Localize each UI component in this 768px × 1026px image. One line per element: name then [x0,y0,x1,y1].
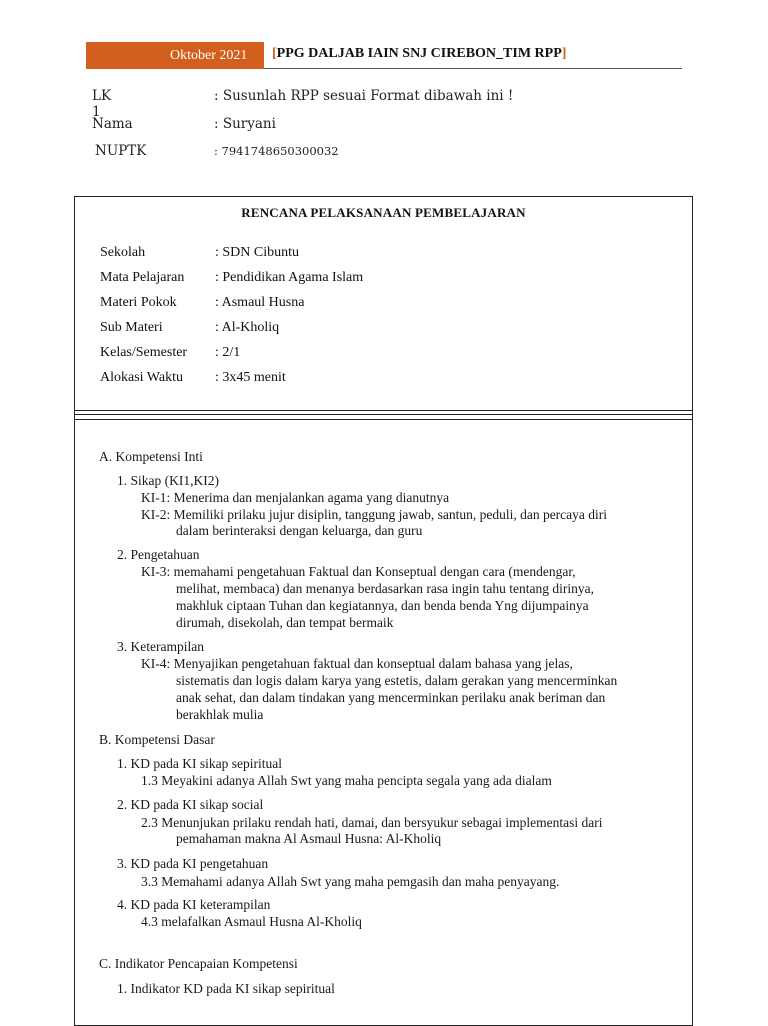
header-bracket-open: [ [272,46,277,61]
b2-line1: 2.3 Menunjukan prilaku rendah hati, damai, dan bersyukur sebagai implementasi dari [141,815,603,830]
identity-label: Alokasi Waktu [100,370,183,385]
a2-line2: melihat, membaca) dan menanya berdasarkan rasa ingin tahu tentang dirinya, [176,581,594,596]
meta-value: : Suryani [214,116,276,132]
header-title [272,46,566,62]
a3-line1: KI-4: Menyajikan pengetahuan faktual dan konseptual dalam bahasa yang jelas, [141,656,573,671]
section-c-title: C. Indikator Pencapaian Kompetensi [99,956,298,971]
a1-title: 1. Sikap (KI1,KI2) [117,473,219,488]
divider-rule [75,419,692,420]
identity-value: : 2/1 [215,345,241,360]
identity-label: Kelas/Semester [100,345,188,360]
b1-title: 1. KD pada KI sikap sepiritual [117,756,282,771]
a3-line3: anak sehat, dan dalam tindakan yang mencerminkan perilaku anak beriman dan [176,690,606,705]
identity-value: : 3x45 menit [215,370,286,385]
a1-ki2-line1: KI-2: Memiliki prilaku jujur disiplin, tanggung jawab, santun, peduli, dan percaya diri [141,507,608,522]
c1-title: 1. Indikator KD pada KI sikap sepiritual [117,981,335,996]
a1-ki1: KI-1: Menerima dan menjalankan agama yang dianutnya [141,490,450,505]
identity-value: : SDN Cibuntu [215,245,300,260]
header-rule [264,68,682,69]
a2-line1: KI-3: memahami pengetahuan Faktual dan Konseptual dengan cara (mendengar, [141,564,576,579]
rpp-title: RENCANA PELAKSANAAN PEMBELAJARAN [241,205,526,220]
identity-label: Mata Pelajaran [100,270,185,285]
meta-label: NUPTK [95,143,147,159]
a3-title: 3. Keterampilan [117,639,204,654]
meta-value: : Susunlah RPP sesuai Format dibawah ini ! [214,88,514,104]
section-a-title: A. Kompetensi Inti [99,449,203,464]
b4-title: 4. KD pada KI keterampilan [117,897,271,912]
identity-value: : Al-Kholiq [215,320,280,335]
identity-value: : Asmaul Husna [215,295,305,310]
b4-line1: 4.3 melafalkan Asmaul Husna Al-Kholiq [141,914,362,929]
section-b-title: B. Kompetensi Dasar [99,732,215,747]
identity-label: Materi Pokok [100,295,177,310]
b3-line1: 3.3 Memahami adanya Allah Swt yang maha pemgasih dan maha penyayang. [141,874,560,889]
divider-rule [75,414,692,415]
b2-line2: pemahaman makna Al Asmaul Husna: Al-Kholiq [176,831,442,846]
a3-line2: sistematis dan logis dalam karya yang estetis, dalam gerakan yang mencerminkan [176,673,618,688]
header-date: Oktober 2021 [170,48,248,63]
divider-rule [75,410,692,411]
identity-value: : Pendidikan Agama Islam [215,270,364,285]
meta-value: : 7941748650300032 [214,144,339,158]
a3-line4: berakhlak mulia [176,707,264,722]
meta-label: Nama [92,116,133,132]
b2-title: 2. KD pada KI sikap social [117,797,264,812]
a2-title: 2. Pengetahuan [117,547,200,562]
a2-line3: makhluk ciptaan Tuhan dan kegiatannya, dan benda benda Yng dijumpainya [176,598,589,613]
a1-ki2-line2: dalam berinteraksi dengan keluarga, dan guru [176,523,423,538]
header-date-band [86,42,264,69]
a2-line4: dirumah, disekolah, dan tempat bermaik [176,615,394,630]
identity-label: Sekolah [100,245,146,260]
header-title-text: PPG DALJAB IAIN SNJ CIREBON_TIM RPP [276,46,562,61]
header-bracket-close: ] [561,46,567,61]
b3-title: 3. KD pada KI pengetahuan [117,856,269,871]
identity-label: Sub Materi [100,320,163,335]
meta-label: LK 1 [92,88,112,120]
b1-line1: 1.3 Meyakini adanya Allah Swt yang maha pencipta segala yang ada dialam [141,773,552,788]
